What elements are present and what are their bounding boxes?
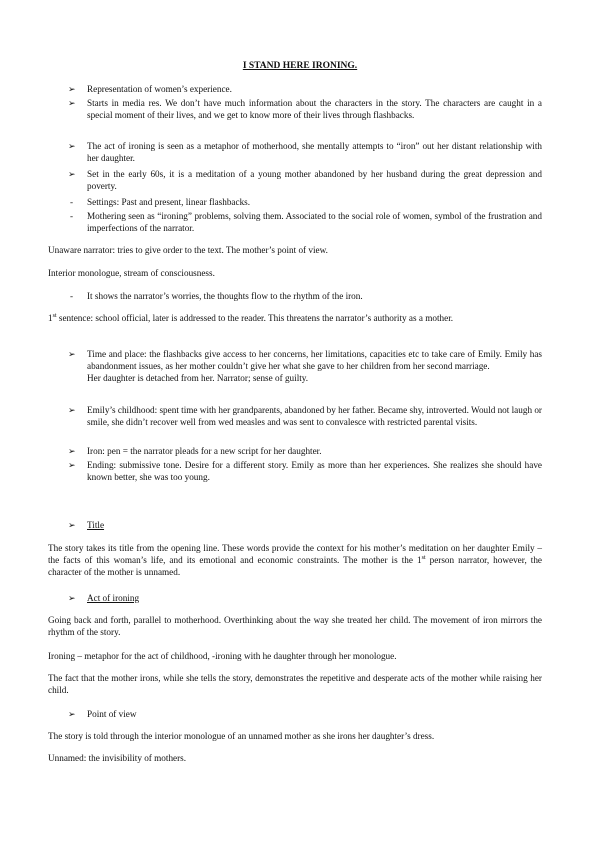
document-title: I STAND HERE IRONING.	[242, 61, 358, 71]
paragraph	[48, 312, 542, 324]
bullet-icon: ➢	[68, 446, 76, 456]
list-item: Representation of women’s experience.	[87, 84, 232, 94]
paragraph: Ironing – metaphor for the act of childhood, -ironing with he daughter through her monologue.	[48, 651, 397, 661]
superscript: st	[52, 312, 57, 319]
paragraph	[48, 542, 542, 579]
bullet-icon: ➢	[68, 141, 76, 151]
list-item: Emily’s childhood: spent time with her grandparents, abandoned by her father. Became shy, introverted. Would not laugh or smile, she didn’t recover well from wed measles and was sent to convalesce with restricted parental visits.	[87, 405, 542, 428]
paragraph: The story is told through the interior monologue of an unnamed mother as she irons her daughter’s dress.	[48, 731, 435, 741]
dash-marker: -	[70, 211, 74, 221]
bullet-icon: ➢	[68, 593, 76, 603]
paragraph-text: 1	[48, 313, 53, 323]
paragraph-text: sentence: school official, later is addressed to the reader. This threatens the narrator’s authority as a mother.	[56, 313, 454, 323]
list-item-text: Time and place: the flashbacks give access to her concerns, her limitations, capacities etc to take care of Emily. Emily has abandonment issues, as her mother couldn’t give her what she gave to her children from her second marriage.	[87, 349, 542, 372]
paragraph: Unnamed: the invisibility of mothers.	[48, 753, 187, 763]
paragraph: Going back and forth, parallel to motherhood. Overthinking about the way she treated her child. The movement of iron mirrors the rhythm of the story.	[48, 615, 542, 638]
list-item: Ending: submissive tone. Desire for a different story. Emily as more than her experiences. She realizes she should have known better, she was too young.	[87, 460, 542, 483]
paragraph: Unaware narrator: tries to give order to the text. The mother’s point of view.	[48, 245, 328, 255]
bullet-icon: ➢	[68, 169, 76, 179]
superscript: st	[421, 555, 426, 562]
bullet-icon: ➢	[68, 84, 76, 94]
list-item-text: Her daughter is detached from her. Narrator; sense of guilty.	[87, 373, 309, 384]
dash-marker: -	[70, 291, 74, 301]
list-item: The act of ironing is seen as a metaphor of motherhood, she mentally attempts to “iron” out her distant relationship with her daughter.	[87, 141, 542, 164]
list-item: Settings: Past and present, linear flashbacks.	[87, 197, 251, 207]
list-item: Iron: pen = the narrator pleads for a new script for her daughter.	[87, 446, 322, 456]
bullet-icon: ➢	[68, 520, 76, 530]
paragraph: Interior monologue, stream of consciousness.	[48, 268, 215, 278]
section-heading-pov: Point of view	[87, 709, 137, 719]
list-item: It shows the narrator’s worries, the thoughts flow to the rhythm of the iron.	[87, 291, 363, 301]
bullet-icon: ➢	[68, 460, 76, 470]
list-item: Mothering seen as “ironing” problems, solving them. Associated to the social role of women, symbol of the frustration and imperfections of the narrator.	[87, 211, 542, 234]
bullet-icon: ➢	[68, 349, 76, 359]
list-item: Set in the early 60s, it is a meditation of a young mother abandoned by her husband during the great depression and poverty.	[87, 169, 542, 192]
dash-marker: -	[70, 197, 74, 207]
list-item	[87, 348, 542, 385]
bullet-icon: ➢	[68, 709, 76, 719]
bullet-icon: ➢	[68, 405, 76, 415]
paragraph: The fact that the mother irons, while she tells the story, demonstrates the repetitive and desperate acts of the mother while raising her child.	[48, 673, 542, 696]
bullet-icon: ➢	[68, 98, 76, 108]
section-heading-ironing: Act of ironing	[87, 593, 140, 603]
section-heading-title: Title	[87, 520, 105, 530]
list-item: Starts in media res. We don’t have much information about the characters in the story. The characters are caught in a special moment of their lives, and we get to know more of their lives through flashbacks.	[87, 98, 542, 121]
paragraph-text: person narrator, however, the character of the mother is unnamed.	[48, 555, 542, 578]
paragraph-text: The story takes its title from the opening line. These words provide the context for his mother’s meditation on her daughter Emily – the facts of this woman’s life, and its emotional and economic constraints. The mother is the 1	[48, 543, 542, 566]
